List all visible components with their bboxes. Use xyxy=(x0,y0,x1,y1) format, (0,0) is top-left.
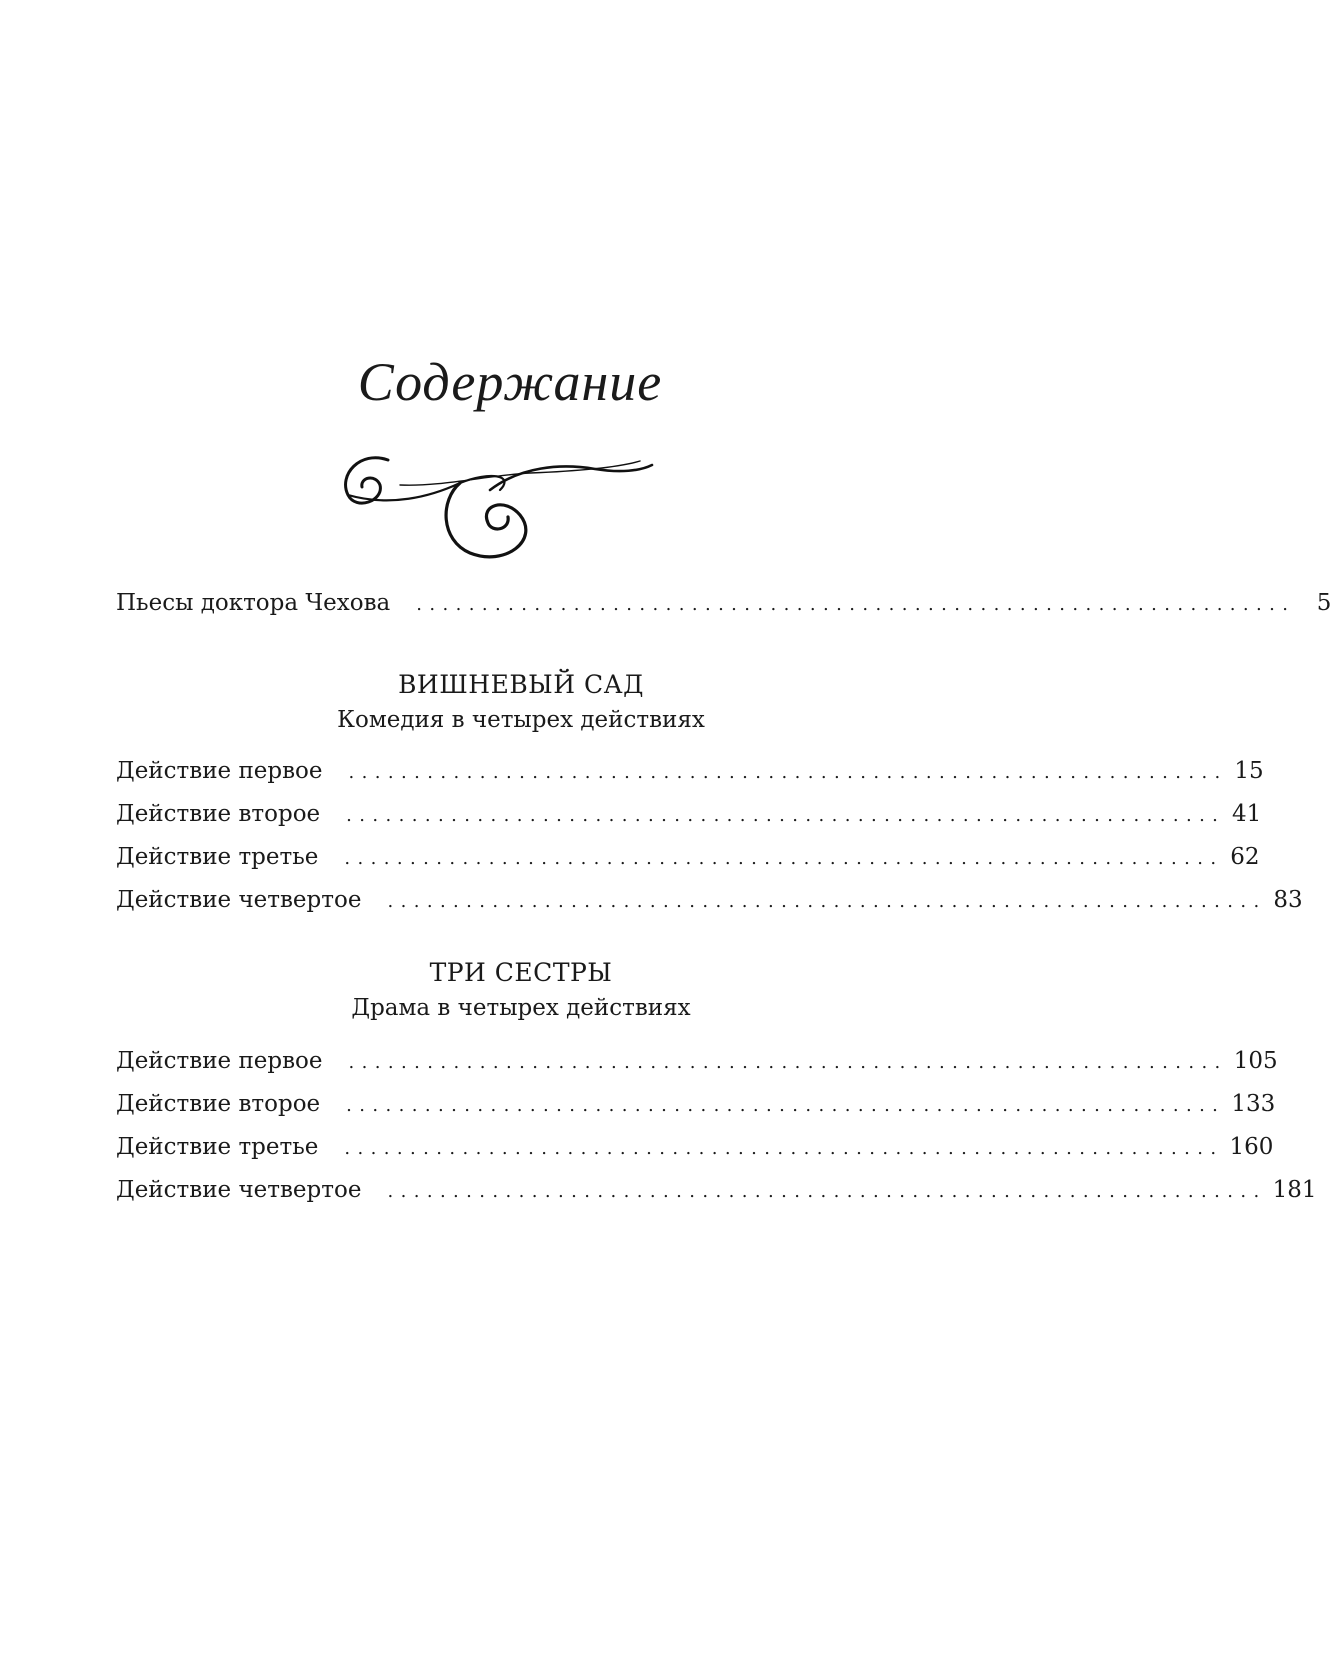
leader-dots: ................................................................... xyxy=(348,1052,1228,1073)
page-title: Содержание xyxy=(357,352,663,412)
toc-entry-page: 5 xyxy=(1316,590,1331,616)
toc-entry-label: Действие третье xyxy=(116,844,319,870)
decorative-flourish-icon xyxy=(340,445,680,575)
toc-entry[interactable] xyxy=(116,750,1264,793)
toc-entry-page: 41 xyxy=(1232,801,1262,827)
toc-entry[interactable] xyxy=(116,582,1331,625)
toc-entry-page: 83 xyxy=(1273,887,1303,913)
leader-dots: ................................................................... xyxy=(416,594,1296,615)
leader-dots: ................................................................... xyxy=(346,805,1226,826)
leader-dots: ................................................................... xyxy=(346,1095,1226,1116)
leader-dots: ................................................................... xyxy=(348,762,1228,783)
section-header-cherry-orchard xyxy=(116,667,926,737)
toc-entry-page: 133 xyxy=(1231,1091,1276,1117)
toc-entry-label: Действие четвертое xyxy=(116,1177,362,1203)
play-subtitle: Драма в четырех действиях xyxy=(351,995,691,1021)
toc-entry[interactable] xyxy=(116,879,1303,922)
toc-entry-label: Пьесы доктора Чехова xyxy=(116,590,391,616)
leader-dots: ................................................................... xyxy=(344,1138,1224,1159)
toc-intro xyxy=(116,582,1331,625)
toc-entry-page: 62 xyxy=(1230,844,1260,870)
leader-dots: ................................................................... xyxy=(387,891,1267,912)
toc-section-cherry-orchard xyxy=(116,750,1303,922)
toc-entry[interactable] xyxy=(116,793,1262,836)
toc-section-three-sisters xyxy=(116,1040,1317,1212)
leader-dots: ................................................................... xyxy=(387,1181,1267,1202)
toc-entry-label: Действие первое xyxy=(116,758,323,784)
toc-entry-label: Действие первое xyxy=(116,1048,323,1074)
toc-entry-label: Действие четвертое xyxy=(116,887,362,913)
toc-entry[interactable] xyxy=(116,1083,1276,1126)
section-header-three-sisters xyxy=(116,955,926,1025)
leader-dots: ................................................................... xyxy=(344,848,1224,869)
toc-entry-label: Действие второе xyxy=(116,801,321,827)
toc-entry[interactable] xyxy=(116,1126,1274,1169)
play-title: ТРИ СЕСТРЫ xyxy=(429,958,613,987)
toc-entry-label: Действие третье xyxy=(116,1134,319,1160)
toc-entry[interactable] xyxy=(116,836,1260,879)
toc-entry[interactable] xyxy=(116,1040,1278,1083)
toc-entry-label: Действие второе xyxy=(116,1091,321,1117)
toc-entry[interactable] xyxy=(116,1169,1317,1212)
toc-entry-page: 105 xyxy=(1233,1048,1278,1074)
toc-entry-page: 15 xyxy=(1234,758,1264,784)
play-title: ВИШНЕВЫЙ САД xyxy=(398,670,644,699)
toc-entry-page: 160 xyxy=(1229,1134,1274,1160)
toc-entry-page: 181 xyxy=(1272,1177,1317,1203)
play-subtitle: Комедия в четырех действиях xyxy=(337,707,705,733)
